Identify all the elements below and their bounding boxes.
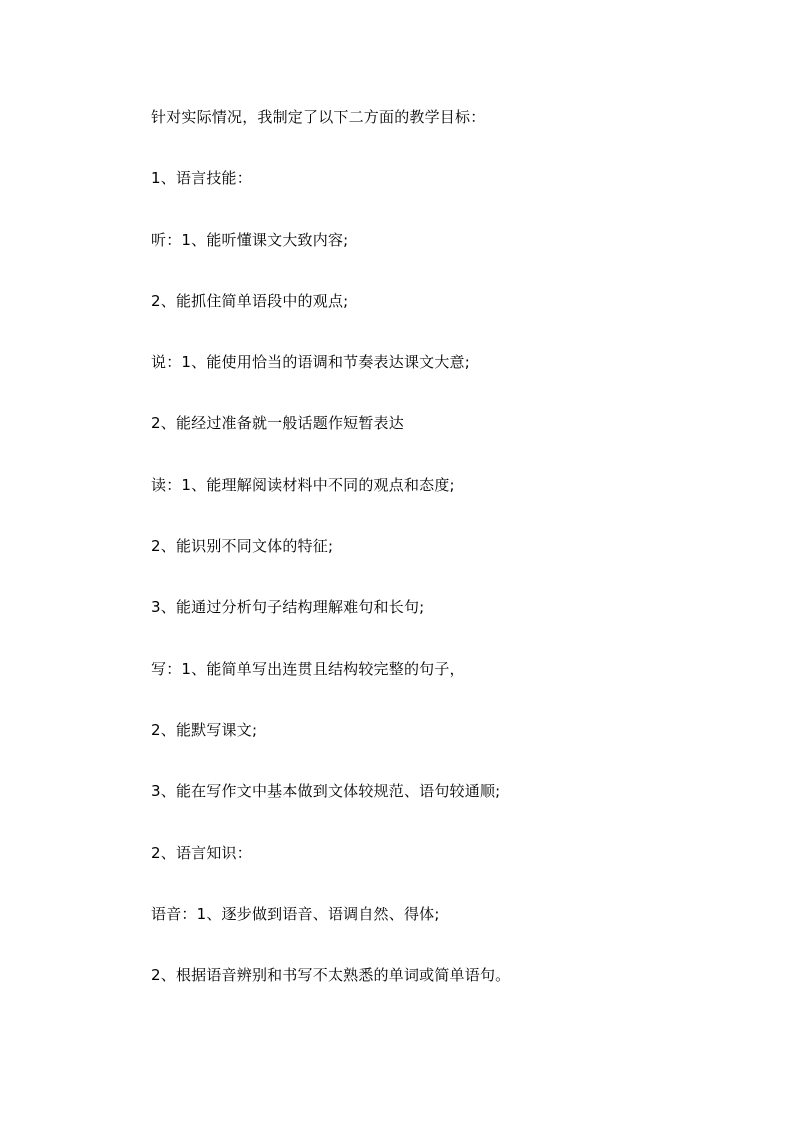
phonetics-goal-2: 2、根据语音辨别和书写不太熟悉的单词或简单语句。 [151, 966, 511, 985]
writing-goal-1: 写：1、能简单写出连贯且结构较完整的句子， [151, 659, 465, 678]
phonetics-goal-1: 语音：1、逐步做到语音、语调自然、得体; [151, 904, 440, 923]
intro-paragraph: 针对实际情况，我制定了以下二方面的教学目标： [151, 108, 486, 126]
reading-goal-3: 3、能通过分析句子结构理解难句和长句; [151, 598, 425, 617]
listening-goal-2: 2、能抓住简单语段中的观点; [151, 291, 349, 310]
section-heading-language-skills: 1、语言技能： [151, 169, 252, 188]
reading-goal-2: 2、能识别不同文体的特征; [151, 537, 334, 556]
reading-goal-1: 读：1、能理解阅读材料中不同的观点和态度; [151, 475, 455, 494]
writing-goal-2: 2、能默写课文; [151, 720, 258, 739]
listening-goal-1: 听：1、能听懂课文大致内容; [151, 230, 349, 249]
writing-goal-3: 3、能在写作文中基本做到文体较规范、语句较通顺; [151, 782, 501, 801]
document-body [151, 104, 711, 1023]
speaking-goal-2: 2、能经过准备就一般话题作短暂表达 [151, 414, 404, 433]
speaking-goal-1: 说：1、能使用恰当的语调和节奏表达课文大意; [151, 353, 470, 372]
section-heading-language-knowledge: 2、语言知识： [151, 843, 252, 862]
